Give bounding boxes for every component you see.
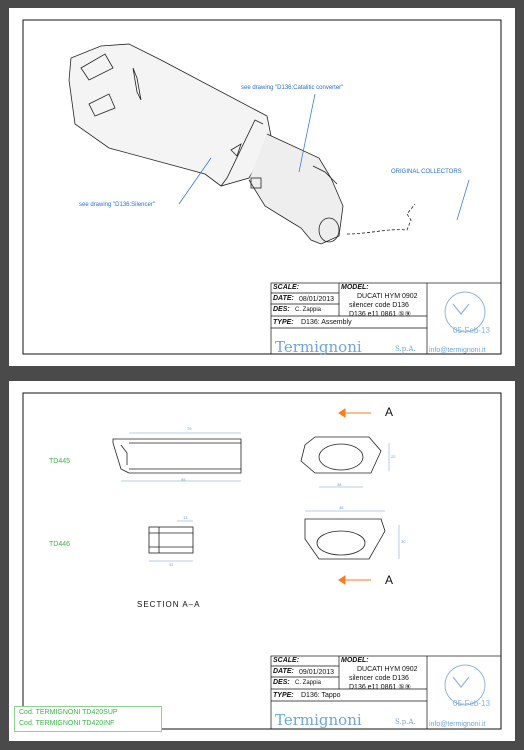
dim-flange-h: 30 xyxy=(401,539,406,544)
company-logo-text: Termignoni xyxy=(275,338,362,356)
date-value: 08/01/2013 xyxy=(299,296,335,303)
model-line-2: silencer code D136 xyxy=(349,302,409,309)
dim-oval-h: 22 xyxy=(391,454,396,459)
sheet-border xyxy=(23,393,501,729)
section-arrow-label-bottom: A xyxy=(385,573,394,587)
company-email: info@termignoni.it xyxy=(429,721,486,728)
callout-collectors: ORIGINAL COLLECTORS xyxy=(391,169,462,175)
scale-label: SCALE: xyxy=(273,284,300,291)
model-line-2: silencer code D136 xyxy=(349,675,409,682)
td445-tube xyxy=(113,439,241,473)
td445-dims xyxy=(121,433,241,481)
dim-top-total: 95 xyxy=(181,477,186,482)
drawing-sheet-assembly xyxy=(9,8,515,366)
designer-label: DES: xyxy=(273,306,290,313)
dim-oval-w: 38 xyxy=(337,482,342,487)
designer-value: C. Zappia xyxy=(295,680,322,686)
td446-tube xyxy=(149,527,193,553)
model-label: MODEL: xyxy=(341,657,369,664)
type-value: D136: Assembly xyxy=(301,319,352,326)
part-codes-box xyxy=(14,706,162,732)
flange-bottom xyxy=(305,519,385,559)
company-suffix: S.p.A. xyxy=(395,345,416,353)
company-suffix: S.p.A. xyxy=(395,718,416,726)
stamp-date: 05-Feb-13 xyxy=(453,326,490,335)
flange-top xyxy=(301,437,381,473)
model-label: MODEL: xyxy=(341,284,369,291)
tappo-drawing xyxy=(9,381,515,741)
callout-silencer: see drawing "D136:Silencer" xyxy=(79,202,155,208)
part-label-td445: TD445 xyxy=(49,458,71,465)
flange-bottom-dims xyxy=(305,511,399,559)
model-line-3: D136 e11 0861 ⑤⑨ xyxy=(349,684,411,691)
stamp-date: 05-Feb-13 xyxy=(453,699,490,708)
callout-catalytic: see drawing "D136:Catalitic converter" xyxy=(241,85,344,91)
designer-label: DES: xyxy=(273,679,290,686)
model-line-1: DUCATI HYM 0902 xyxy=(357,293,418,300)
model-line-1: DUCATI HYM 0902 xyxy=(357,666,418,673)
scale-label: SCALE: xyxy=(273,657,300,664)
dim-flange-w: 48 xyxy=(339,505,344,510)
designer-value: C. Zappia xyxy=(295,307,322,313)
company-logo-text: Termignoni xyxy=(275,711,362,729)
section-arrows xyxy=(339,409,371,584)
flange-top-dims xyxy=(319,443,389,487)
part-code-inf: Cod. TERMIGNONI TD420INF xyxy=(19,720,115,727)
section-label: SECTION A–A xyxy=(137,600,201,609)
drawing-sheet-tappo xyxy=(9,381,515,741)
silencer-outline xyxy=(69,44,415,244)
dim-top-len: 79 xyxy=(187,426,192,431)
dim-small-bot: 32 xyxy=(169,562,174,567)
type-value: D136: Tappo xyxy=(301,692,341,699)
part-label-td446: TD446 xyxy=(49,541,71,548)
part-code-sup: Cod. TERMIGNONI TD420SUP xyxy=(19,709,118,716)
assembly-drawing xyxy=(9,8,515,366)
date-label: DATE: xyxy=(273,668,294,675)
date-value: 09/01/2013 xyxy=(299,669,335,676)
model-line-3: D136 e11 0861 ⑤⑨ xyxy=(349,311,411,318)
type-label: TYPE: xyxy=(273,692,294,699)
section-arrow-label-top: A xyxy=(385,405,394,419)
company-email: info@termignoni.it xyxy=(429,347,486,354)
type-label: TYPE: xyxy=(273,319,294,326)
dim-small-top: 13 xyxy=(183,515,188,520)
date-label: DATE: xyxy=(273,295,294,302)
